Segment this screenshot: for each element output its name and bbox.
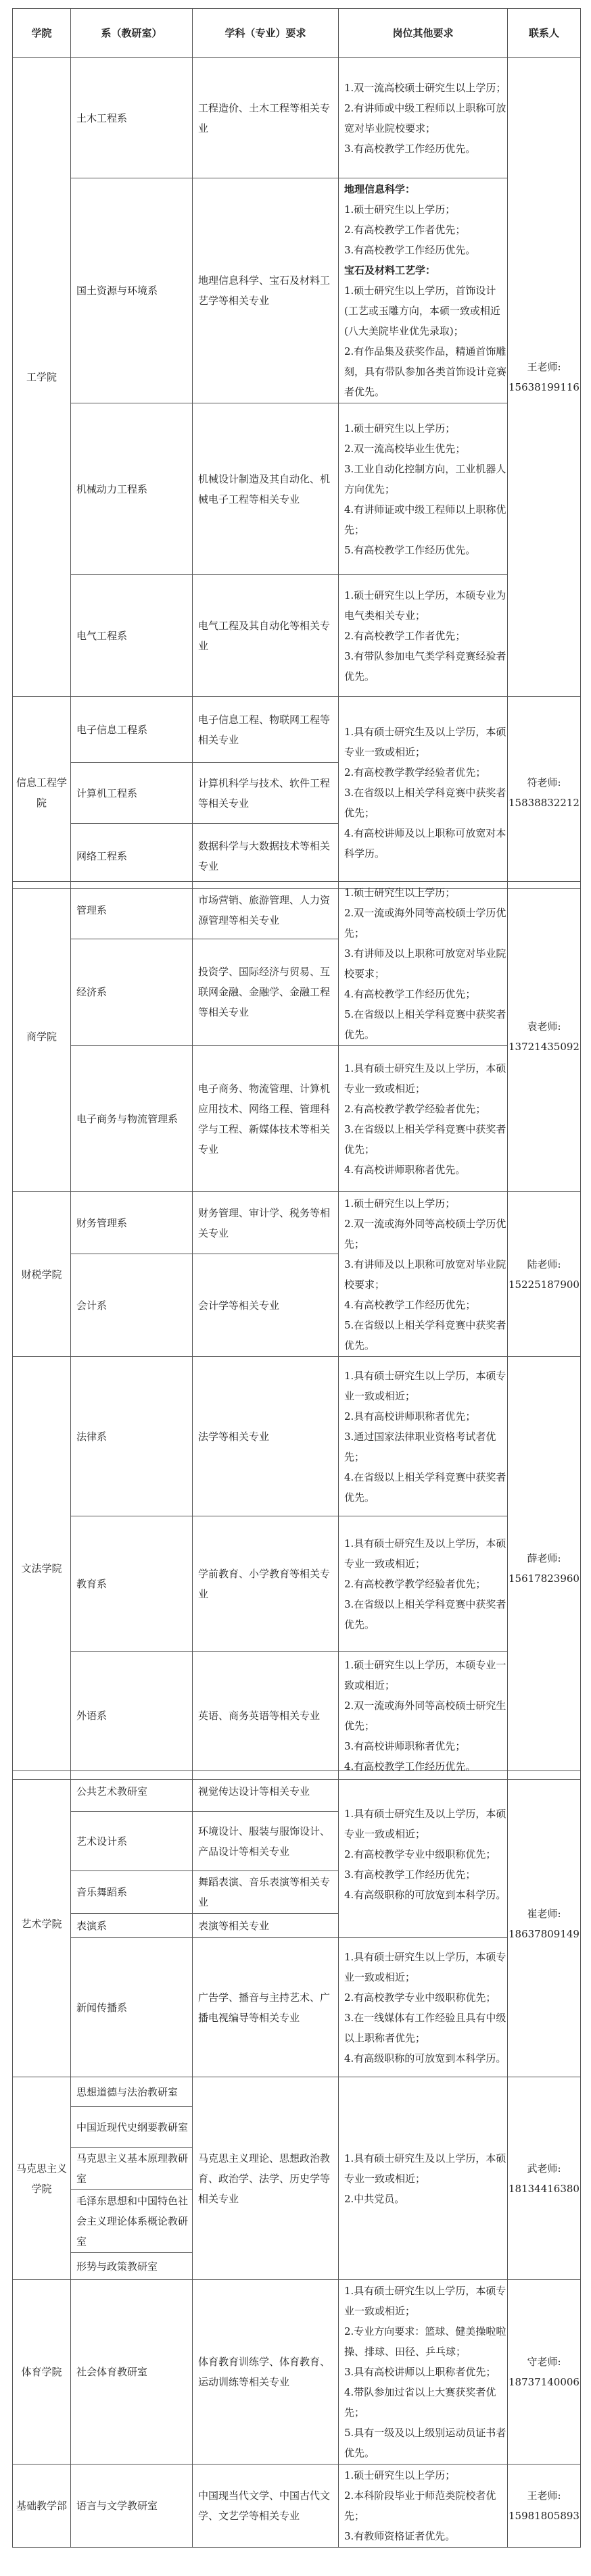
dept-name: 中国近现代史纲要教研室	[71, 2107, 193, 2148]
dept-name: 公共艺术教研室	[71, 1771, 193, 1812]
major-requirement: 视觉传达设计等相关专业	[193, 1771, 339, 1812]
other-requirements: 1.具有硕士研究生及以上学历，本硕专业一致或相近； 2.有高校教学教学经验者优先； 3.在省级以上相关学科竞赛中获奖者优先。	[339, 1516, 508, 1652]
contact-name: 守老师:	[527, 2356, 561, 2368]
other-requirements: 1.硕士研究生以上学历； 2.本科阶段毕业于师范类院校者优先； 3.有教师资格证者优先。	[339, 2464, 508, 2548]
dept-name: 国土资源与环境系	[71, 178, 193, 403]
contact	[508, 1192, 581, 1357]
table-row	[13, 178, 581, 403]
dept-name: 财务管理系	[71, 1192, 193, 1254]
dept-name: 管理系	[71, 882, 193, 939]
contact-phone: 18637809149	[509, 1928, 580, 1940]
dept-name: 法律系	[71, 1357, 193, 1516]
major-requirement: 体育教育训练学、体育教育、运动训练等相关专业	[193, 2280, 339, 2464]
contact	[508, 1771, 581, 2077]
contact-phone: 13721435092	[509, 1041, 580, 1053]
dept-name: 形势与政策教研室	[71, 2253, 193, 2280]
college-name: 文法学院	[13, 1357, 71, 1780]
contact-phone: 15638199116	[509, 381, 580, 393]
major-requirement: 会计学等相关专业	[193, 1254, 339, 1357]
contact	[508, 882, 581, 1192]
recruitment-table-part3	[12, 1770, 581, 2548]
other-requirements: 1.具有硕士研究生以上学历，本硕专业一致或相近； 2.具有高校讲师职称者优先； 3.通过国家法律职业资格考试者优先； 4.在省级以上相关学科竞赛中获奖者优先。	[339, 1357, 508, 1516]
table-row	[13, 1938, 581, 2077]
major-requirement: 数据科学与大数据技术等相关专业	[193, 824, 339, 889]
contact	[508, 2077, 581, 2280]
dept-name: 艺术设计系	[71, 1812, 193, 1871]
header-dept: 系（教研室）	[71, 9, 193, 58]
major-requirement: 电气工程及其自动化等相关专业	[193, 575, 339, 697]
dept-name: 电子信息工程系	[71, 697, 193, 763]
table-row	[13, 882, 581, 939]
contact-name: 袁老师:	[527, 1020, 561, 1033]
other-requirements: 1.具有硕士研究生及以上学历，本硕专业一致或相近； 2.有高校教学教学经验者优先； 3.在省级以上相关学科竞赛中获奖者优先； 4.有高校讲师职称者优先。	[339, 1046, 508, 1192]
major-requirement: 中国现当代文学、中国古代文学、文艺学等相关专业	[193, 2464, 339, 2548]
table-row	[13, 403, 581, 575]
dept-name: 新闻传播系	[71, 1938, 193, 2077]
table-header-row	[13, 9, 581, 58]
dept-name: 教育系	[71, 1516, 193, 1652]
college-name: 体育学院	[13, 2280, 71, 2464]
contact	[508, 2280, 581, 2464]
table-row	[13, 2077, 581, 2107]
dept-name: 经济系	[71, 939, 193, 1045]
college-name: 艺术学院	[13, 1771, 71, 2077]
other-requirements: 1.硕士研究生以上学历； 2.双一流高校毕业生优先； 3.工业自动化控制方向，工业机器人方向优先； 4.有讲师证或中级工程师以上职称优先； 5.有高校教学工作经历优先。	[339, 403, 508, 575]
dept-name: 音乐舞蹈系	[71, 1871, 193, 1914]
header-requirements: 岗位其他要求	[339, 9, 508, 58]
table-row	[13, 58, 581, 178]
contact-name: 王老师:	[527, 2490, 561, 2502]
college-name: 商学院	[13, 882, 71, 1192]
college-name: 马克思主义学院	[13, 2077, 71, 2280]
major-requirement: 财务管理、审计学、税务等相关专业	[193, 1192, 339, 1254]
major-requirement: 表演等相关专业	[193, 1914, 339, 1938]
header-contact: 联系人	[508, 9, 581, 58]
contact-name: 崔老师:	[527, 1908, 561, 1920]
contact-name: 符老师:	[527, 776, 561, 789]
table-row	[13, 697, 581, 763]
dept-name: 网络工程系	[71, 824, 193, 889]
other-requirements: 1.硕士研究生以上学历，本硕专业为电气类相关专业； 2.有高校教学工作者优先； 3.有带队参加电气类学科竞赛经验者优先。	[339, 575, 508, 697]
table-row	[13, 1046, 581, 1192]
college-name: 财税学院	[13, 1192, 71, 1357]
header-major: 学科（专业）要求	[193, 9, 339, 58]
college-name: 基础教学部	[13, 2464, 71, 2548]
dept-name: 语言与文学教研室	[71, 2464, 193, 2548]
dept-name: 表演系	[71, 1914, 193, 1938]
recruitment-table-part2	[12, 881, 581, 1780]
major-requirement: 环境设计、服装与服饰设计、产品设计等相关专业	[193, 1812, 339, 1871]
contact-phone: 15981805893	[509, 2510, 580, 2522]
other-requirements: 1.硕士研究生以上学历； 2.双一流或海外同等高校硕士学历优先； 3.有讲师及以上职称可放宽对毕业院校要求； 4.有高校教学工作经历优先； 5.在省级以上相关学科竞赛中获奖者优先。	[339, 882, 508, 1046]
major-requirement: 计算机科学与技术、软件工程等相关专业	[193, 763, 339, 824]
major-requirement: 地理信息科学、宝石及材料工艺学等相关专业	[193, 178, 339, 403]
contact-phone: 18134416380	[509, 2182, 580, 2195]
major-requirement: 电子商务、物流管理、计算机应用技术、网络工程、管理科学与工程、新媒体技术等相关专业	[193, 1046, 339, 1192]
table-row	[13, 1357, 581, 1516]
contact-phone: 15225187900	[509, 1278, 580, 1291]
contact	[508, 2464, 581, 2548]
dept-name: 机械动力工程系	[71, 403, 193, 575]
major-requirement: 学前教育、小学教育等相关专业	[193, 1516, 339, 1652]
major-requirement: 投资学、国际经济与贸易、互联网金融、金融学、金融工程等相关专业	[193, 939, 339, 1045]
major-requirement: 电子信息工程、物联网工程等相关专业	[193, 697, 339, 763]
dept-name: 外语系	[71, 1652, 193, 1780]
college-name: 信息工程学院	[13, 697, 71, 889]
major-requirement: 广告学、播音与主持艺术、广播电视编导等相关专业	[193, 1938, 339, 2077]
dept-name: 思想道德与法治教研室	[71, 2077, 193, 2107]
dept-name: 毛泽东思想和中国特色社会主义理论体系概论教研室	[71, 2190, 193, 2253]
contact-name: 薛老师:	[527, 1552, 561, 1564]
contact-phone: 15617823960	[509, 1572, 580, 1585]
table-row	[13, 1192, 581, 1254]
other-requirements: 1.具有硕士研究生及以上学历，本硕专业一致或相近； 2.有高校教学教学经验者优先； 3.在省级以上相关学科竞赛中获奖者优先； 4.有高校讲师及以上职称可放宽对本科学历。	[339, 697, 508, 889]
other-requirements: 1.硕士研究生以上学历，本硕专业一致或相近； 2.双一流或海外同等高校硕士研究生优先； 3.有高校讲师职称者优先； 4.有高校教学工作经历优先。	[339, 1652, 508, 1780]
contact-phone: 18737140006	[509, 2376, 580, 2388]
major-requirement: 市场营销、旅游管理、人力资源管理等相关专业	[193, 882, 339, 939]
table-row	[13, 1771, 581, 1812]
major-requirement: 英语、商务英语等相关专业	[193, 1652, 339, 1780]
header-college: 学院	[13, 9, 71, 58]
contact	[508, 58, 581, 697]
major-requirement: 舞蹈表演、音乐表演等相关专业	[193, 1871, 339, 1914]
recruitment-table-part1	[12, 8, 581, 889]
contact-name: 陆老师:	[527, 1258, 561, 1270]
table-row	[13, 1652, 581, 1780]
other-requirements: 1.具有硕士研究生以上学历，本硕专业一致或相近； 2.专业方向要求：篮球、健美操啦啦操、排球、田径、乒乓球； 3.具有高校讲师以上职称者优先； 4.带队参加过省以上大赛获奖者优先； 5.具有一级及以上级别运动员证书者优先。	[339, 2280, 508, 2464]
dept-name: 电气工程系	[71, 575, 193, 697]
contact-name: 武老师:	[527, 2162, 561, 2175]
college-name: 工学院	[13, 58, 71, 697]
dept-name: 计算机工程系	[71, 763, 193, 824]
major-requirement: 工程造价、土木工程等相关专业	[193, 58, 339, 178]
other-requirements: 1.双一流高校硕士研究生以上学历； 2.有讲师或中级工程师以上职称可放宽对毕业院校要求； 3.有高校教学工作经历优先。	[339, 58, 508, 178]
dept-name: 电子商务与物流管理系	[71, 1046, 193, 1192]
contact	[508, 1357, 581, 1780]
other-requirements: 1.具有硕士研究生及以上学历，本硕专业一致或相近； 2.有高校教学专业中级职称优先； 3.有高校教学工作经历优先； 4.有高级职称的可放宽到本科学历。	[339, 1771, 508, 1938]
other-requirements: 1.具有硕士研究生以上学历，本硕专业一致或相近； 2.有高校教学专业中级职称优先； 3.在一线媒体有工作经验且具有中级以上职称者优先； 4.有高级职称的可放宽到本科学历。	[339, 1938, 508, 2077]
other-requirements: 1.硕士研究生以上学历； 2.双一流或海外同等高校硕士学历优先； 3.有讲师及以上职称可放宽对毕业院校要求； 4.有高校教学工作经历优先； 5.在省级以上相关学科竞赛中获奖者优先。	[339, 1192, 508, 1357]
contact-name: 王老师:	[527, 361, 561, 373]
other-requirements: 1.具有硕士研究生及以上学历，本硕专业一致或相近； 2.中共党员。	[339, 2077, 508, 2280]
major-requirement: 马克思主义理论、思想政治教育、政治学、法学、历史学等相关专业	[193, 2077, 339, 2280]
dept-name: 马克思主义基本原理教研室	[71, 2148, 193, 2190]
dept-name: 会计系	[71, 1254, 193, 1357]
table-row	[13, 2464, 581, 2548]
dept-name: 土木工程系	[71, 58, 193, 178]
major-requirement: 机械设计制造及其自动化、机械电子工程等相关专业	[193, 403, 339, 575]
dept-name: 社会体育教研室	[71, 2280, 193, 2464]
table-row	[13, 1516, 581, 1652]
table-row	[13, 575, 581, 697]
major-requirement: 法学等相关专业	[193, 1357, 339, 1516]
contact-phone: 15838832212	[509, 796, 580, 809]
table-row	[13, 2280, 581, 2464]
contact	[508, 697, 581, 889]
other-requirements: 地理信息科学： 1.硕士研究生以上学历； 2.有高校教学工作者优先； 3.有高校教学工作经历优先。 宝石及材料工艺学： 1.硕士研究生以上学历，首饰设计(工艺或玉雕方向，本硕一致或相近(八大美院毕业优先录取)； 2.有作品集及获奖作品，精通首饰雕刻，具有带队参加各类首饰设计竞赛者优先。	[339, 178, 508, 403]
